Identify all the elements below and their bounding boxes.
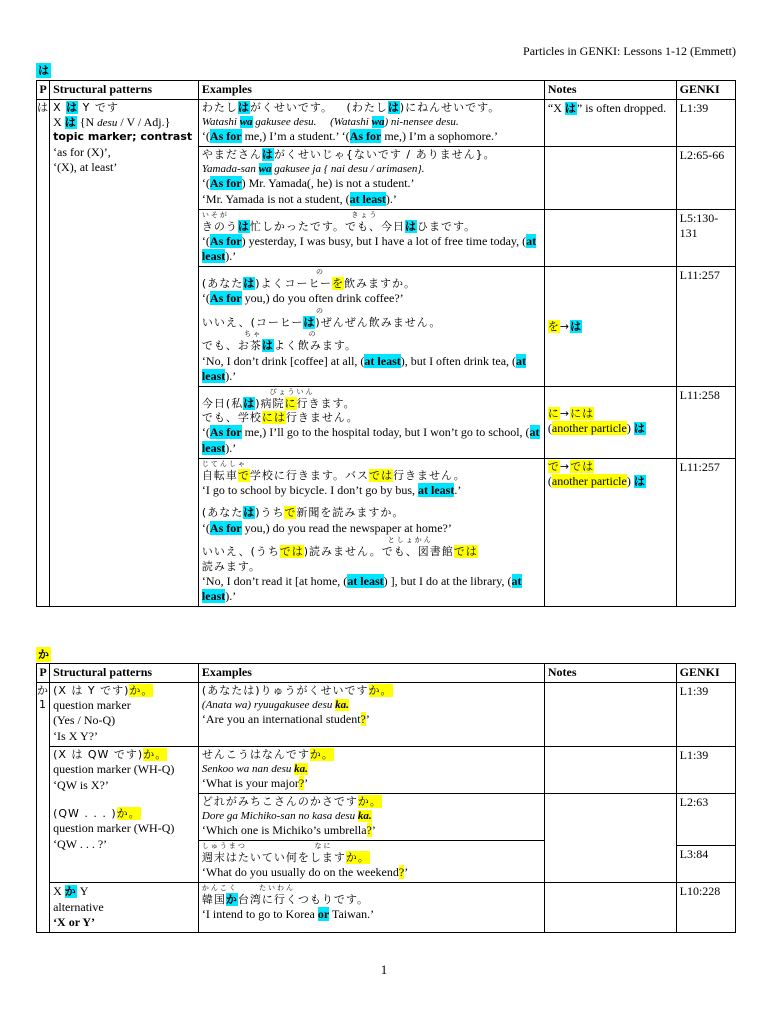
notes-cell: を→は: [544, 267, 676, 387]
example-cell: の (あなたは)よくコーヒーを飲みますか。 ‘(As for you,) do you often drink coffee?’ の いいえ、(コーヒーは)ぜんぜん飲みません。 ちゃ の でも、お茶はよく飲みます。 ‘No, I don’t drink [coffee] at all, (at least), but I often drink tea, (at least).’: [198, 267, 544, 387]
genki-ref: L2:65-66: [676, 146, 735, 209]
particle-cell: か 1: [37, 682, 50, 932]
example-cell: せんこうはなんですか。 Senkoo wa nan desu ka. ‘What is your major?’: [198, 746, 544, 793]
genki-ref: L11:258: [676, 386, 735, 458]
example-cell: やまださんはがくせいじゃ{ないです / ありません}。 Yamada-san wa gakusee ja { nai desu / arimasen}. ‘(As for) Mr. Yamada(, he) is not a student.’ ‘Mr. Yamada is not a student, (at least).’: [198, 146, 544, 209]
genki-ref: L1:39: [676, 746, 735, 793]
particle-cell: は: [37, 99, 50, 606]
notes-cell: [544, 746, 676, 793]
genki-ref: L5:130-131: [676, 209, 735, 266]
notes-cell: [544, 146, 676, 209]
col-header-p: P: [37, 81, 50, 100]
notes-cell: で→では (another particle) は: [544, 458, 676, 607]
notes-cell: [544, 793, 676, 882]
col-header-notes: Notes: [544, 81, 676, 100]
ka-table: [36, 663, 736, 933]
notes-cell: “X は” is often dropped.: [544, 99, 676, 146]
wa-section-marker: は: [38, 64, 49, 77]
col-header-examples: Examples: [198, 81, 544, 100]
genki-ref: L2:63 L3:84: [676, 793, 735, 882]
genki-ref: L11:257: [676, 267, 735, 387]
table-row: [37, 99, 736, 146]
col-header-patterns: Structural patterns: [50, 81, 199, 100]
col-header-genki: GENKI: [676, 81, 735, 100]
notes-cell: [544, 209, 676, 266]
wa-table: [36, 80, 736, 607]
genki-ref: L1:39: [676, 99, 735, 146]
structural-pattern-cell: X か Y alternative ‘X or Y’: [50, 882, 199, 932]
example-cell: どれがみちこさんのかさですか。 Dore ga Michiko-san no kasa desu ka. ‘Which one is Michiko’s umbrella?’ しゅうまつ なに 週末はたいてい何をしますか。 ‘What do you usually do on the weekend?’: [198, 793, 544, 882]
genki-ref: L10:228: [676, 882, 735, 932]
col-header-genki: GENKI: [676, 664, 735, 683]
ka-section-marker: か: [38, 648, 49, 661]
example-cell: かんこく たいわん 韓国か台湾に行くつもりです。 ‘I intend to go to Korea or Taiwan.’: [198, 882, 544, 932]
notes-cell: [544, 682, 676, 746]
genki-ref: L1:39: [676, 682, 735, 746]
col-header-notes: Notes: [544, 664, 676, 683]
example-cell: ぴょういん 今日(私は)病院に行きます。 でも、学校には行きません。 ‘(As for me,) I’ll go to the hospital today, but I won’t go to school, (at least).’: [198, 386, 544, 458]
page-number: 1: [380, 962, 388, 977]
col-header-examples: Examples: [198, 664, 544, 683]
table-header-row: [37, 81, 736, 100]
example-cell: わたしはがくせいです。 (わたしは)にねんせいです。 Watashi wa gakusee desu. (Watashi wa) ni-nensee desu. ‘(As for me,) I’m a student.’ ‘(As for me,) I’m a sophomore.’: [198, 99, 544, 146]
example-cell: じてんしゃ 自転車で学校に行きます。バスでは行きません。 ‘I go to school by bicycle. I don’t go by bus, at least.’ (あなたは)うちで新聞を読みますか。 ‘(As for you,) do you read the newspaper at home?’ としょかん いいえ、(うちでは)読みません。でも、図書館では 読みます。 ‘No, I don’t read it [at home, (at least) ], but I do at the library, (at least).’: [198, 458, 544, 607]
table-header-row: [37, 664, 736, 683]
notes-cell: [544, 882, 676, 932]
page-header: Particles in GENKI: Lessons 1-12 (Emmett): [523, 44, 736, 58]
structural-pattern-cell: (X は QW です)か。 question marker (WH-Q) ‘QW is X?’ (QW . . . )か。 question marker (WH-Q) ‘QW . . . ?’: [50, 746, 199, 882]
table-row: [37, 682, 736, 746]
genki-ref: L11:257: [676, 458, 735, 607]
col-header-patterns: Structural patterns: [50, 664, 199, 683]
structural-pattern-cell: X は Y です X は {N desu / V / Adj.} topic marker; contrast ‘as for (X)’, ‘(X), at least’: [50, 99, 199, 606]
example-cell: (あなたは)りゅうがくせいですか。 (Anata wa) ryuugakusee desu ka. ‘Are you an international student?’: [198, 682, 544, 746]
notes-cell: に→には (another particle) は: [544, 386, 676, 458]
table-row: [37, 746, 736, 793]
col-header-p: P: [37, 664, 50, 683]
structural-pattern-cell: (X は Y です)か。 question marker (Yes / No-Q) ‘Is X Y?’: [50, 682, 199, 746]
example-cell: いそが きょう きのうは忙しかったです。でも、今日はひまです。 ‘(As for) yesterday, I was busy, but I have a lot of free time today, (at least).’: [198, 209, 544, 266]
table-row: [37, 882, 736, 932]
